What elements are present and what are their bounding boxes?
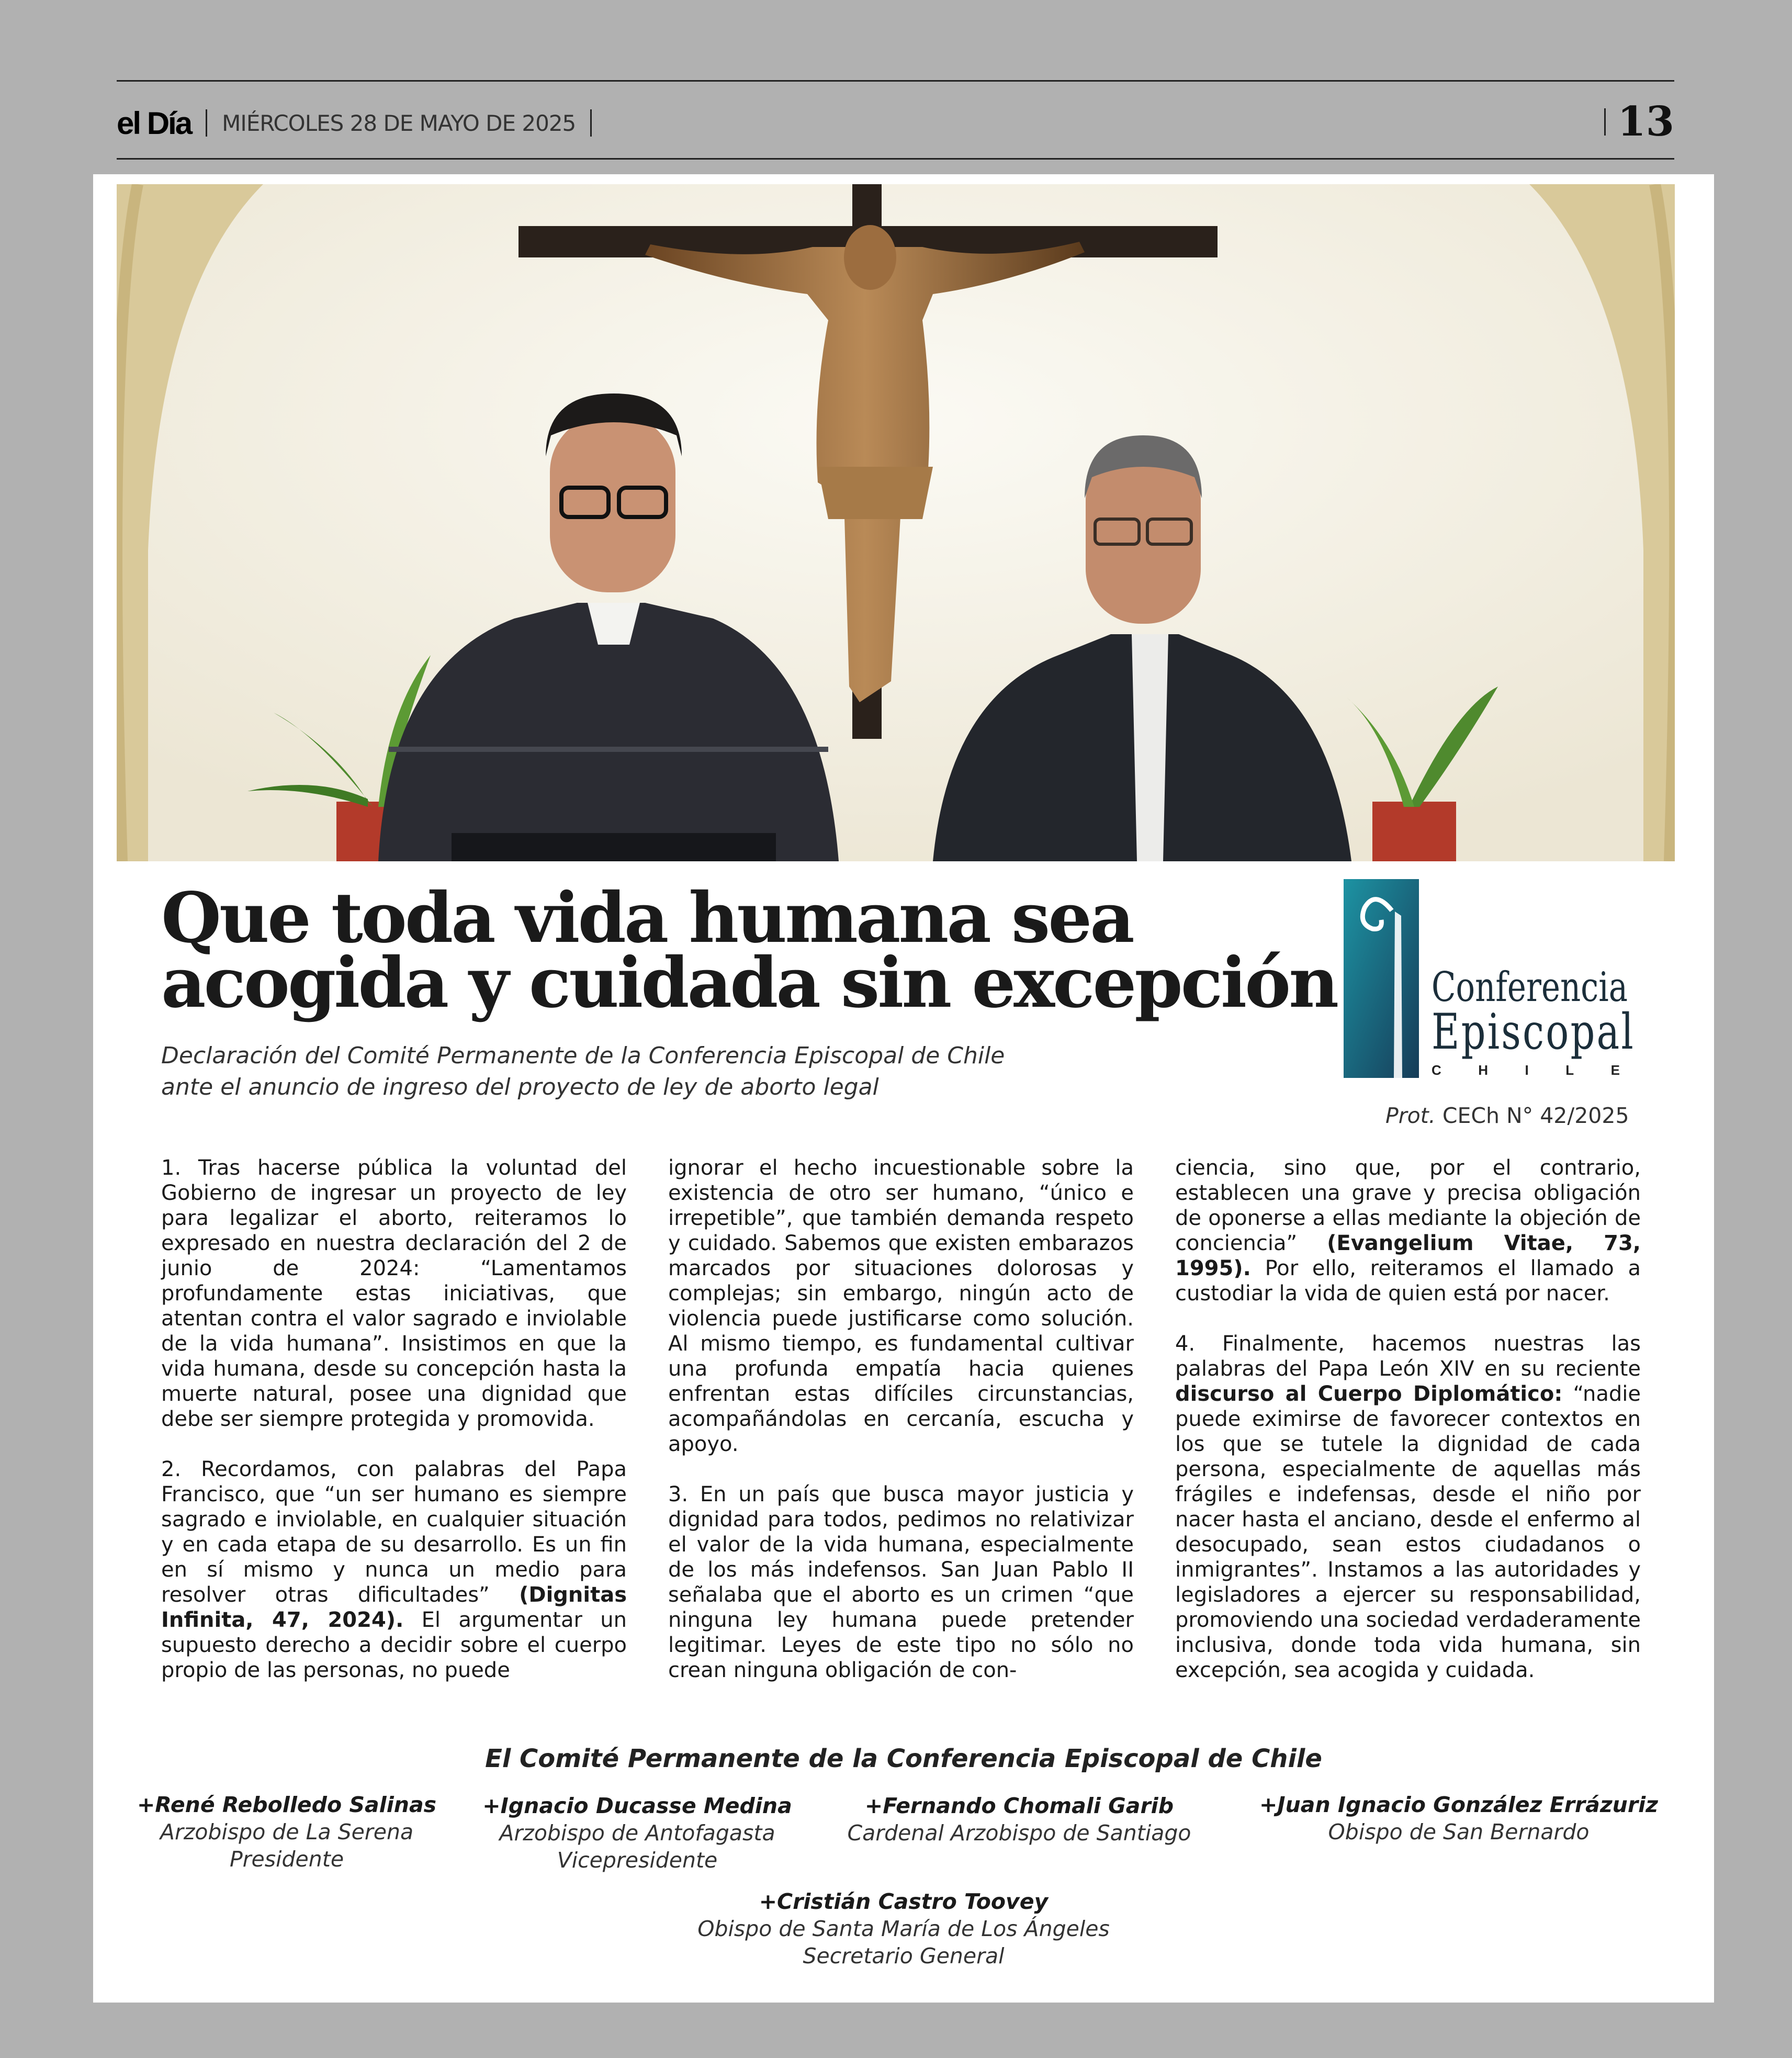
paragraph-2-rest: El argumentar un supuesto derecho a decidir sobre el cuerpo propio de las personas, no puede: [161, 1608, 627, 1682]
paragraph-2-continued: ignorar el hecho incuestionable sobre la existencia de otro ser humano, “único e irrepetible”, que también demanda respeto y cuidado. Sabemos que existen embarazos marcados por situaciones dolorosas y complejas; sin embargo, ningún acto de violencia puede justificarse como solución. Al mismo tiempo, es fundamental cultivar una profunda empatía hacia quienes enfrentan estas difíciles circunstancias, acompañándolas en cercanía, escucha y apoyo.: [668, 1156, 1134, 1456]
deck-line: Declaración del Comité Permanente de la Conferencia Episcopal de Chile: [161, 1042, 1005, 1069]
signatory-role: Vicepresidente: [557, 1848, 718, 1873]
paragraph-4-rest: “nadie puede eximirse de favorecer contextos en los que se tutele la dignidad de cada persona, especialmente de aquellas más frágiles e indefensas, desde el niño por nacer hasta el anciano, desde el enfermo al desocupado, sean estos ciudadanos o inmigrantes”. Instamos a las autoridades y legisladores a ejercer su responsabilidad, promoviendo una sociedad verdaderamente inclusiva, donde toda vida humana, sin excepción, sea acogida y cuidada.: [1175, 1382, 1641, 1682]
signatory: [642, 1888, 1165, 1970]
paragraph-4-start: 4. Finalmente, hacemos nuestras las palabras del Papa León XIV en su reciente: [1175, 1332, 1641, 1381]
signatory: [470, 1792, 805, 1874]
signatory: [125, 1791, 449, 1873]
headline-line: Que toda vida humana sea: [161, 878, 1133, 959]
divider: [206, 109, 207, 137]
logo-text-chile: [1432, 1062, 1620, 1078]
paragraph-1: 1. Tras hacerse pública la voluntad del Gobierno de ingresar un proyecto de ley para legalizar el aborto, reiteramos lo expresado en nuestra declaración del 2 de junio de 2024: “Lamentamos profundamente estas iniciativas, que atentan contra el valor sagrado e inviolable de la vida humana”. Insistimos en que la vida humana, desde su concepción hasta la muerte natural, posee una dignidad que debe ser siempre protegida y promovida.: [161, 1156, 627, 1431]
logo-letter: H: [1478, 1062, 1489, 1078]
logo-text-conferencia: Conferencia: [1432, 964, 1628, 1011]
text-column-3: [1175, 1155, 1641, 1708]
signatory-role: Obispo de San Bernardo: [1328, 1819, 1590, 1845]
paragraph-4: [1175, 1331, 1641, 1683]
paragraph-3-rest: Por ello, reiteramos el llamado a custodiar la vida de quien está por nacer.: [1175, 1256, 1641, 1306]
article-deck: [161, 1040, 1208, 1103]
signatory-role: Arzobispo de La Serena: [160, 1819, 414, 1845]
photo-illustration: [117, 184, 1675, 861]
logo-letter: E: [1610, 1062, 1620, 1078]
signatory-name: +Cristián Castro Toovey: [759, 1889, 1049, 1914]
signatory-role: Presidente: [229, 1847, 344, 1872]
text-column-2: [668, 1155, 1134, 1708]
paragraph-4-bold: discurso al Cuerpo Diplomático:: [1175, 1382, 1563, 1406]
signatories-title: El Comité Permanente de la Conferencia Episcopal de Chile: [485, 1744, 1322, 1773]
signatory-name: +René Rebolledo Salinas: [137, 1792, 437, 1817]
signatory-role: Arzobispo de Antofagasta: [499, 1820, 775, 1846]
headline-line: acogida y cuidada sin excepción: [161, 942, 1337, 1024]
divider: [590, 109, 592, 137]
paragraph-3: 3. En un país que busca mayor justicia y dignidad para todos, pedimos no relativizar el valor de la vida humana, especialmente de los más indefensos. San Juan Pablo II señalaba que el aborto es un crimen “que ninguna ley humana puede pretender legitimar. Leyes de este tipo no sólo no crean ninguna obligación de con-: [668, 1482, 1134, 1682]
issue-date: MIÉRCOLES 28 DE MAYO DE 2025: [222, 110, 576, 136]
paragraph-2: [161, 1457, 627, 1683]
logo-letter: I: [1525, 1062, 1529, 1078]
signatory: [1234, 1791, 1684, 1846]
paragraph-2-text: 2. Recordamos, con palabras del Papa Francisco, que “un ser humano es siempre sagrado e inviolable, en cualquier situación y en cada etapa de su desarrollo. Es un fin en sí mismo y nunca un medio para resolver otras dificultades”: [161, 1457, 627, 1607]
logo-text-episcopal: Episcopal: [1432, 1004, 1635, 1061]
article-headline: [161, 878, 1365, 1024]
logo-letter: C: [1432, 1062, 1441, 1078]
page-number: 13: [1617, 98, 1674, 145]
conferencia-episcopal-logo: [1344, 879, 1635, 1083]
signatory-role: Cardenal Arzobispo de Santiago: [847, 1820, 1191, 1846]
signatory-role: Secretario General: [803, 1943, 1005, 1969]
signatory-name: +Ignacio Ducasse Medina: [482, 1793, 792, 1818]
citation-evangelium: (Evangelium Vitae, 73, 1995).: [1175, 1231, 1641, 1280]
text-column-1: [161, 1155, 627, 1708]
citation-dignitas: (Dignitas Infinita, 47, 2024).: [161, 1583, 627, 1632]
protocol-label: Prot.: [1385, 1103, 1436, 1128]
masthead: [117, 98, 1674, 145]
protocol-number: [1385, 1103, 1629, 1128]
paragraph-3-cont-text: ciencia, sino que, por el contrario, establecen una grave y precisa obligación de oponerse a ellas mediante la objeción de conciencia”: [1175, 1156, 1641, 1255]
deck-line: ante el anuncio de ingreso del proyecto de ley de aborto legal: [161, 1074, 879, 1100]
divider: [1604, 108, 1606, 136]
article-photo: [117, 184, 1675, 861]
signatory: [815, 1792, 1223, 1847]
page-number-block: [1590, 98, 1674, 145]
advertisement-sheet: [93, 174, 1714, 2003]
top-rule: [117, 80, 1674, 82]
crozier-logo-mark: [1344, 879, 1419, 1078]
signatory-name: +Juan Ignacio González Errázuriz: [1259, 1792, 1659, 1817]
masthead-bottom-rule: [117, 158, 1674, 160]
paragraph-3-continued: [1175, 1155, 1641, 1306]
protocol-value: CECh N° 42/2025: [1442, 1103, 1629, 1128]
logo-letter: L: [1565, 1062, 1574, 1078]
signatory-role: Obispo de Santa María de Los Ángeles: [697, 1916, 1110, 1941]
newspaper-logo[interactable]: el Día: [117, 105, 191, 141]
signatory-name: +Fernando Chomali Garib: [864, 1793, 1174, 1818]
